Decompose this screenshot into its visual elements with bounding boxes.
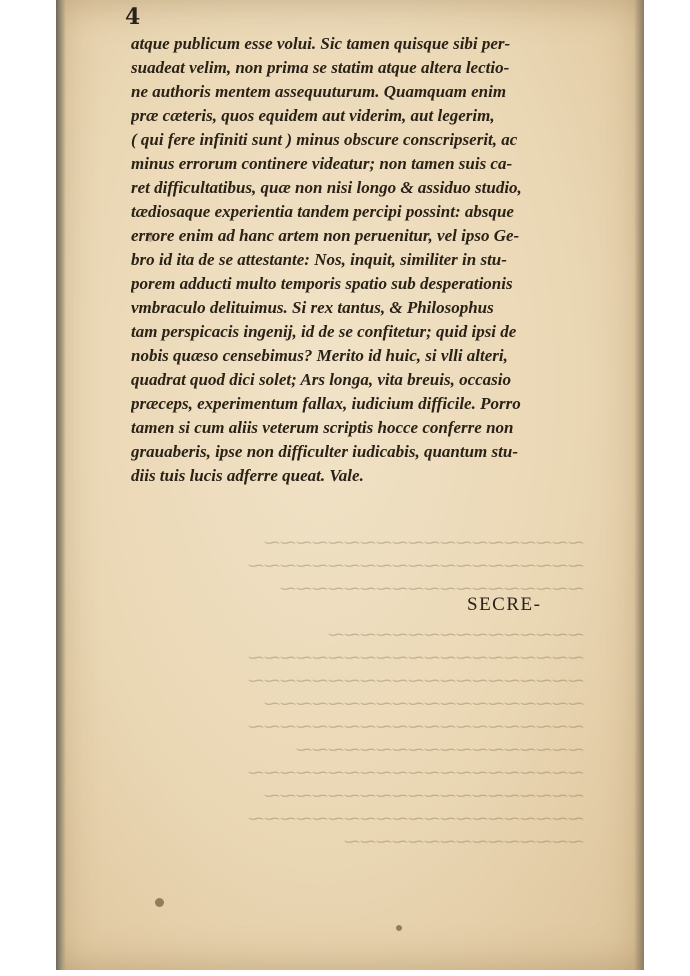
text-line: ne authoris mentem assequuturum. Quamquam enim: [131, 82, 507, 101]
ink-stain: [155, 898, 164, 907]
text-line: vmbraculo delituimus. Si rex tantus, & Philosophus: [131, 298, 494, 317]
page-gutter-shadow: [56, 0, 66, 970]
text-line: porem adducti multo temporis spatio sub desperationis: [131, 274, 513, 293]
text-line: ( qui fere infiniti sunt ) minus obscure conscripserit, ac: [131, 130, 518, 149]
page-edge-shadow: [634, 0, 644, 970]
body-text: [131, 32, 583, 488]
text-line: grauaberis, ipse non difficulter iudicabis, quantum stu-: [131, 442, 518, 461]
text-line: minus errorum continere videatur; non tamen suis ca-: [131, 154, 513, 173]
text-line: errore enim ad hanc artem non peruenitur, vel ipso Ge-: [131, 226, 520, 245]
catchword: SECRE-: [467, 594, 542, 615]
text-line: tamen si cum aliis veterum scriptis hocce conferre non: [131, 418, 514, 437]
text-line: quadrat quod dici solet; Ars longa, vita breuis, occasio: [131, 370, 512, 389]
page-number: 4: [125, 4, 141, 30]
text-line: præ cæteris, quos equidem aut viderim, aut legerim,: [131, 106, 495, 125]
text-line: ret difficultatibus, quæ non nisi longo & assiduo studio,: [131, 178, 522, 197]
text-line: præceps, experimentum fallax, iudicium difficile. Porro: [131, 394, 521, 413]
text-line: tam perspicacis ingenij, id de se confitetur; quid ipsi de: [131, 322, 517, 341]
text-line: nobis quæso censebimus? Merito id huic, si vlli alteri,: [131, 346, 508, 365]
text-line: tædiosaque experientia tandem percipi possint: absque: [131, 202, 514, 221]
show-through-text: ⁓⁓⁓⁓⁓⁓⁓⁓⁓⁓⁓⁓⁓⁓⁓⁓⁓⁓⁓⁓ ⁓⁓⁓⁓⁓⁓⁓⁓⁓⁓⁓⁓⁓⁓⁓⁓⁓⁓⁓⁓⁓ ⁓⁓⁓⁓⁓⁓⁓⁓⁓⁓⁓⁓⁓⁓⁓⁓⁓⁓⁓ ⁓⁓⁓⁓⁓⁓⁓⁓⁓⁓⁓⁓⁓⁓⁓⁓ ⁓⁓⁓⁓⁓⁓⁓⁓⁓⁓⁓⁓⁓⁓⁓⁓⁓⁓⁓⁓⁓ ⁓⁓⁓⁓⁓⁓⁓⁓⁓⁓⁓⁓⁓⁓⁓⁓⁓⁓⁓⁓⁓ ⁓⁓⁓⁓⁓⁓⁓⁓⁓⁓⁓⁓⁓⁓⁓⁓⁓⁓⁓⁓ ⁓⁓⁓⁓⁓⁓⁓⁓⁓⁓⁓⁓⁓⁓⁓⁓⁓⁓⁓⁓⁓ ⁓⁓⁓⁓⁓⁓⁓⁓⁓⁓⁓⁓⁓⁓⁓⁓⁓⁓ ⁓⁓⁓⁓⁓⁓⁓⁓⁓⁓⁓⁓⁓⁓⁓⁓⁓⁓⁓⁓⁓ ⁓⁓⁓⁓⁓⁓⁓⁓⁓⁓⁓⁓⁓⁓⁓⁓⁓⁓⁓⁓ ⁓⁓⁓⁓⁓⁓⁓⁓⁓⁓⁓⁓⁓⁓⁓⁓⁓⁓⁓⁓⁓ ⁓⁓⁓⁓⁓⁓⁓⁓⁓⁓⁓⁓⁓⁓⁓: [248, 533, 584, 851]
text-line: atque publicum esse volui. Sic tamen quisque sibi per-: [131, 34, 511, 53]
text-line: bro id ita de se attestante: Nos, inquit, similiter in stu-: [131, 250, 507, 269]
text-line: suadeat velim, non prima se statim atque altera lectio-: [131, 58, 510, 77]
ink-stain: [396, 925, 402, 931]
text-line: diis tuis lucis adferre queat. Vale.: [131, 466, 364, 485]
